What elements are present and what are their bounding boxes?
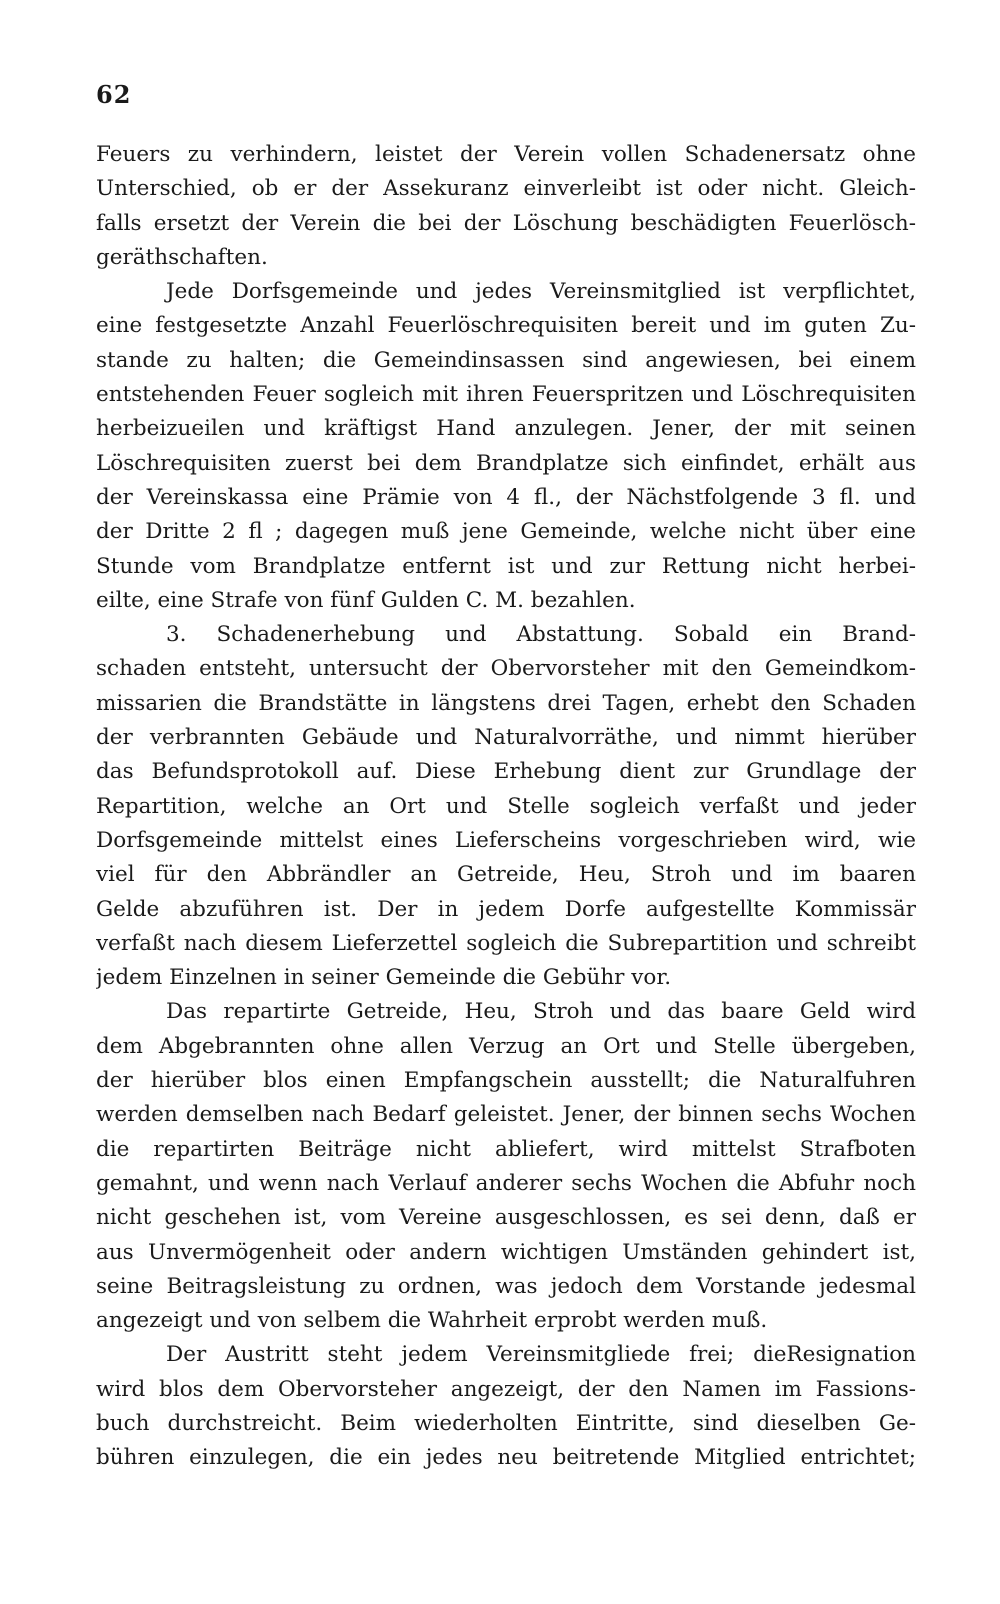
text-line: der Dritte 2 fl ; dagegen muß jene Gemeinde, welche nicht über eine bbox=[96, 519, 916, 545]
section-heading-line: 3. Schadenerhebung und Abstattung. Sobald ein Brand- bbox=[166, 622, 916, 648]
text-line: eilte, eine Strafe von fünf Gulden C. M. bezahlen. bbox=[96, 587, 636, 613]
text-line: Unterschied, ob er der Assekuranz einverleibt ist oder nicht. Gleich- bbox=[96, 176, 916, 202]
text-line: eine festgesetzte Anzahl Feuerlöschrequisiten bereit und im guten Zu- bbox=[96, 313, 916, 339]
text-line: seine Beitragsleistung zu ordnen, was jedoch dem Vorstande jedesmal bbox=[96, 1273, 916, 1299]
text-line: angezeigt und von selbem die Wahrheit erprobt werden muß. bbox=[96, 1308, 768, 1334]
text-line: buch durchstreicht. Beim wiederholten Eintritte, sind dieselben Ge- bbox=[96, 1410, 916, 1436]
text-line: aus Unvermögenheit oder andern wichtigen Umständen gehindert ist, bbox=[96, 1239, 916, 1265]
text-line: die repartirten Beiträge nicht abliefert, wird mittelst Strafboten bbox=[96, 1136, 916, 1162]
text-line: Dorfsgemeinde mittelst eines Lieferscheins vorgeschrieben wird, wie bbox=[96, 827, 916, 853]
text-line: Gelde abzuführen ist. Der in jedem Dorfe aufgestellte Kommissär bbox=[96, 896, 916, 922]
text-line: nicht geschehen ist, vom Vereine ausgeschlossen, es sei denn, daß er bbox=[96, 1205, 916, 1231]
text-line: verfaßt nach diesem Lieferzettel sogleich die Subrepartition und schreibt bbox=[96, 930, 916, 956]
text-line: jedem Einzelnen in seiner Gemeinde die Gebühr vor. bbox=[96, 965, 672, 991]
page-number: 62 bbox=[96, 80, 132, 109]
text-line: der Vereinskassa eine Prämie von 4 fl., der Nächstfolgende 3 fl. und bbox=[96, 484, 916, 510]
text-line: Repartition, welche an Ort und Stelle sogleich verfaßt und jeder bbox=[96, 793, 916, 819]
text-line: entstehenden Feuer sogleich mit ihren Feuerspritzen und Löschrequisiten bbox=[96, 382, 916, 408]
text-line: Feuers zu verhindern, leistet der Verein vollen Schadenersatz ohne bbox=[96, 142, 916, 167]
text-line: missarien die Brandstätte in längstens drei Tagen, erhebt den Schaden bbox=[96, 690, 916, 716]
text-line: Löschrequisiten zuerst bei dem Brandplatze sich einfindet, erhält aus bbox=[96, 450, 916, 476]
paragraph-start-line: Das repartirte Getreide, Heu, Stroh und das baare Geld wird bbox=[166, 999, 916, 1025]
body-text bbox=[96, 138, 916, 1476]
text-line: geräthschaften. bbox=[96, 244, 268, 270]
text-line: der verbrannten Gebäude und Naturalvorräthe, und nimmt hierüber bbox=[96, 725, 916, 751]
paragraph-start-line: Der Austritt steht jedem Vereinsmitgliede frei; dieResignation bbox=[166, 1342, 916, 1368]
text-line: wird blos dem Obervorsteher angezeigt, der den Namen im Fassions- bbox=[96, 1376, 916, 1402]
text-line: der hierüber blos einen Empfangschein ausstellt; die Naturalfuhren bbox=[96, 1068, 916, 1094]
text-line: stande zu halten; die Gemeindinsassen sind angewiesen, bei einem bbox=[96, 347, 916, 373]
text-line: dem Abgebrannten ohne allen Verzug an Ort und Stelle übergeben, bbox=[96, 1033, 916, 1059]
text-line: werden demselben nach Bedarf geleistet. Jener, der binnen sechs Wochen bbox=[96, 1102, 916, 1128]
text-line: bühren einzulegen, die ein jedes neu beitretende Mitglied entrichtet; bbox=[96, 1445, 916, 1471]
text-line: falls ersetzt der Verein die bei der Löschung beschädigten Feuerlösch- bbox=[96, 210, 916, 236]
text-line: Stunde vom Brandplatze entfernt ist und zur Rettung nicht herbei- bbox=[96, 553, 916, 579]
text-line: viel für den Abbrändler an Getreide, Heu, Stroh und im baaren bbox=[96, 862, 916, 888]
text-line: herbeizueilen und kräftigst Hand anzulegen. Jener, der mit seinen bbox=[96, 416, 916, 442]
text-line: schaden entsteht, untersucht der Obervorsteher mit den Gemeindkom- bbox=[96, 656, 916, 682]
text-line: das Befundsprotokoll auf. Diese Erhebung dient zur Grundlage der bbox=[96, 759, 916, 785]
paragraph-start-line: Jede Dorfsgemeinde und jedes Vereinsmitglied ist verpflichtet, bbox=[166, 279, 916, 305]
text-line: gemahnt, und wenn nach Verlauf anderer sechs Wochen die Abfuhr noch bbox=[96, 1170, 916, 1196]
